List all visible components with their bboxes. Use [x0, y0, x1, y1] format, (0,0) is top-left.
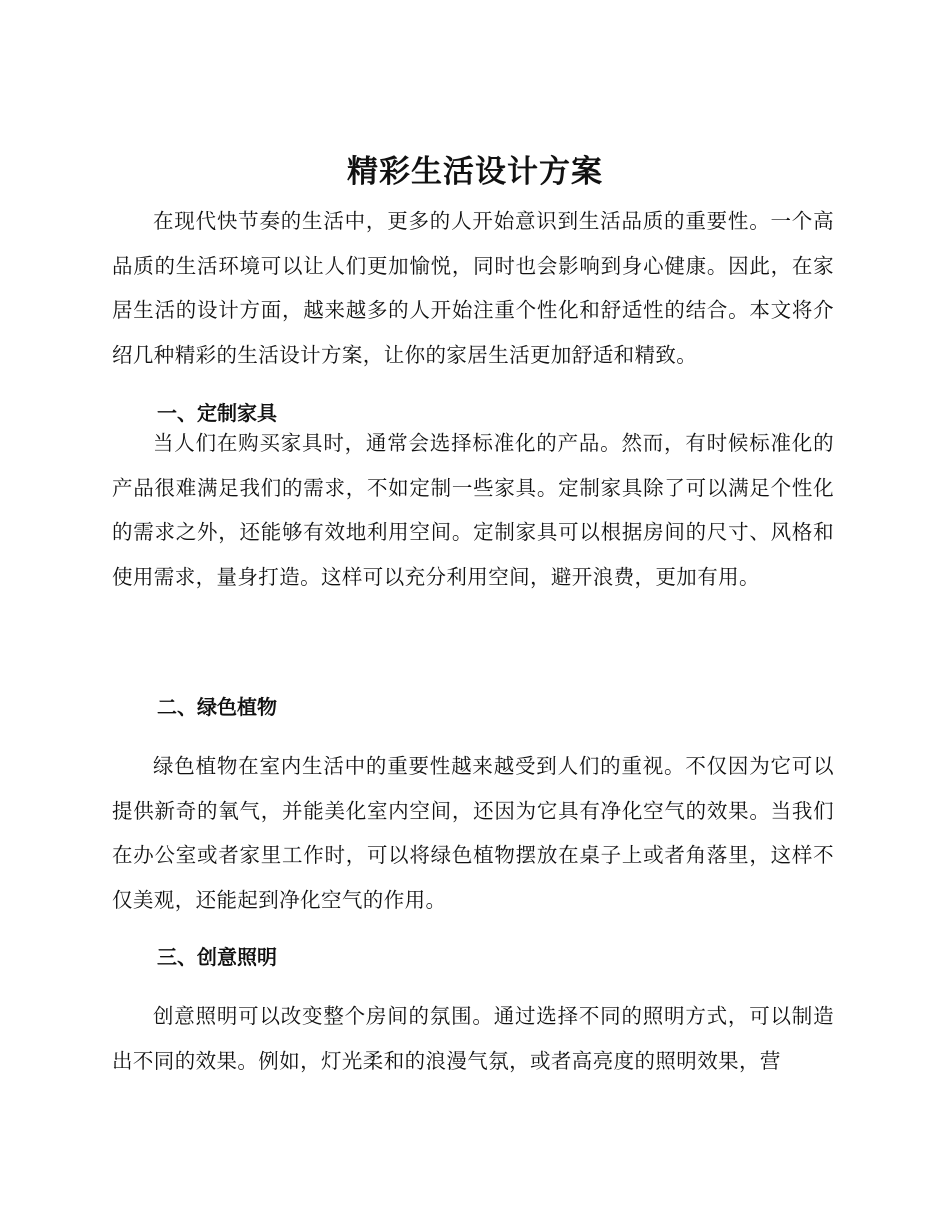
section-paragraph-green-plants: 绿色植物在室内生活中的重要性越来越受到人们的重视。不仅因为它可以提供新奇的氧气，并能美化室内空间，还因为它具有净化空气的效果。当我们在办公室或者家里工作时，可以将绿色植物摆放在桌子上或者角落里，这样不仅美观，还能起到净化空气的作用。	[112, 754, 834, 912]
document-title: 精彩生活设计方案	[347, 154, 603, 190]
section-heading-green-plants: 二、绿色植物	[157, 695, 277, 719]
section-heading-creative-lighting: 三、创意照明	[157, 945, 277, 969]
section-paragraph-creative-lighting: 创意照明可以改变整个房间的氛围。通过选择不同的照明方式，可以制造出不同的效果。例如，灯光柔和的浪漫气氛，或者高亮度的照明效果，营	[112, 1004, 834, 1073]
intro-paragraph: 在现代快节奏的生活中，更多的人开始意识到生活品质的重要性。一个高品质的生活环境可以让人们更加愉悦，同时也会影响到身心健康。因此，在家居生活的设计方面，越来越多的人开始注重个性化和舒适性的结合。本文将介绍几种精彩的生活设计方案，让你的家居生活更加舒适和精致。	[112, 209, 834, 367]
section-heading-custom-furniture: 一、定制家具	[157, 401, 277, 425]
section-paragraph-custom-furniture: 当人们在购买家具时，通常会选择标准化的产品。然而，有时候标准化的产品很难满足我们的需求，不如定制一些家具。定制家具除了可以满足个性化的需求之外，还能够有效地利用空间。定制家具可以根据房间的尺寸、风格和使用需求，量身打造。这样可以充分利用空间，避开浪费，更加有用。	[112, 431, 834, 589]
